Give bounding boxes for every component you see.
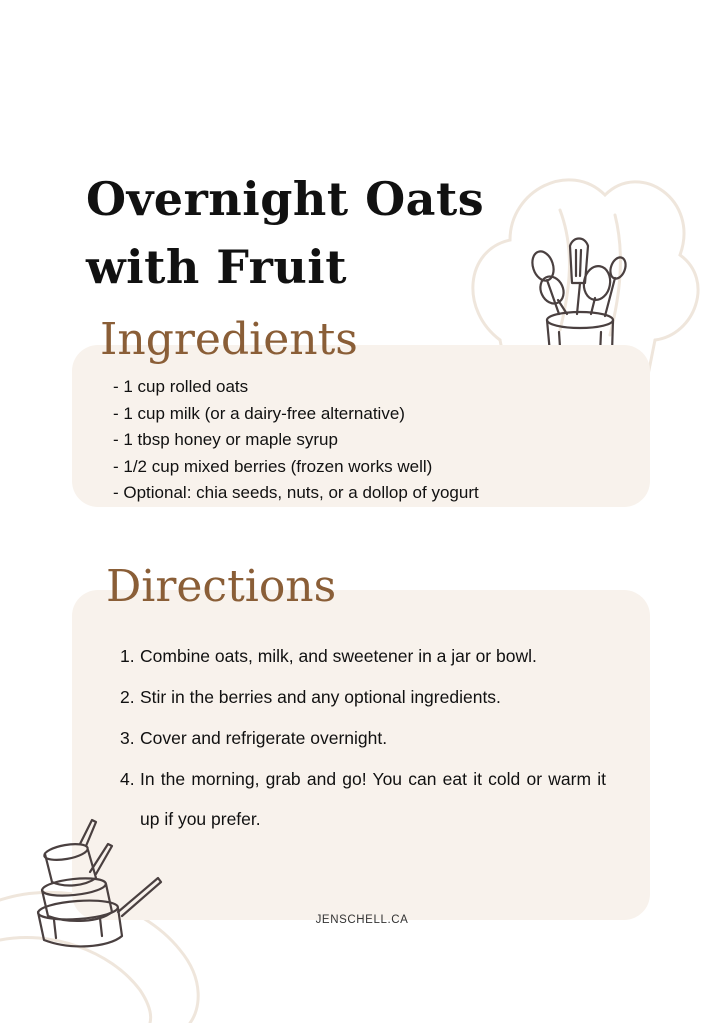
direction-step	[120, 759, 606, 839]
step-text: Stir in the berries and any optional ingredients.	[140, 687, 501, 707]
directions-list	[120, 636, 606, 840]
ingredients-heading: Ingredients	[100, 314, 358, 365]
direction-step	[120, 677, 606, 717]
ingredient-item: - 1 cup rolled oats	[113, 377, 249, 396]
stacked-pots-icon	[30, 812, 165, 952]
step-text: Combine oats, milk, and sweetener in a jar or bowl.	[140, 646, 537, 666]
ingredient-item: - 1/2 cup mixed berries (frozen works well)	[113, 456, 433, 476]
ingredient-item: - Optional: chia seeds, nuts, or a dollop of yogurt	[113, 483, 479, 502]
step-text: In the morning, grab and go! You can eat it cold or warm it up if you prefer.	[140, 769, 606, 829]
footer-website: JENSCHELL.CA	[315, 914, 409, 926]
title-line-1: Overnight Oats	[86, 172, 485, 226]
direction-step	[120, 718, 606, 758]
ingredient-item: - 1 tbsp honey or maple syrup	[113, 430, 338, 449]
ingredient-item: - 1 cup milk (or a dairy-free alternative)	[113, 403, 405, 423]
title-line-2: with Fruit	[86, 240, 348, 294]
step-number: 4.	[120, 769, 135, 789]
ingredients-list	[113, 374, 633, 507]
direction-step	[120, 636, 606, 676]
step-number: 1.	[120, 646, 135, 666]
step-number: 2.	[120, 687, 135, 707]
step-number: 3.	[120, 728, 135, 748]
recipe-title	[86, 165, 526, 301]
step-text: Cover and refrigerate overnight.	[140, 728, 388, 748]
directions-heading: Directions	[106, 561, 337, 612]
